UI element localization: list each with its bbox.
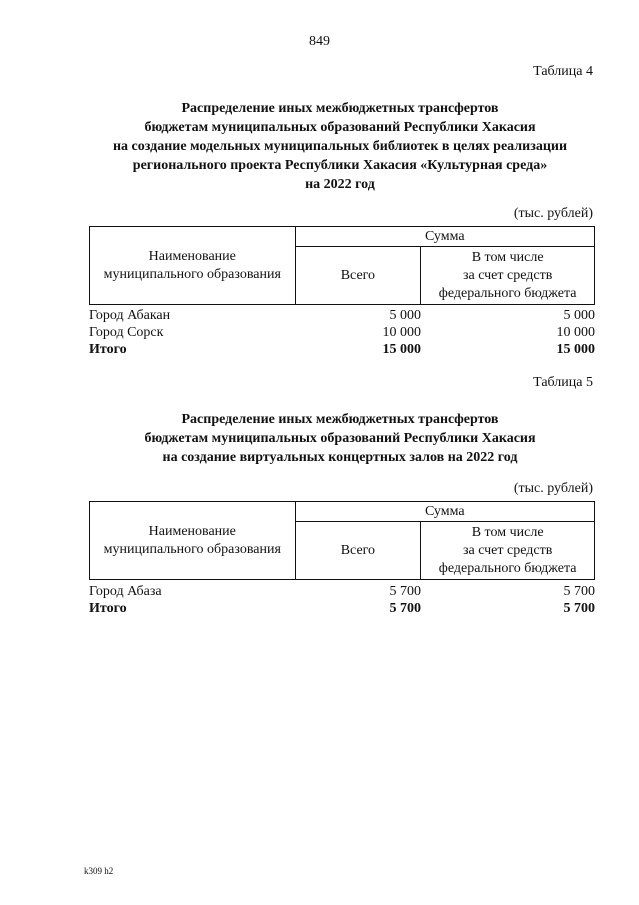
table5-units: (тыс. рублей): [513, 481, 593, 496]
row-name: Город Сорск: [89, 325, 164, 340]
column-header-total: Всего: [295, 247, 421, 305]
table4-body: [89, 307, 595, 358]
summary-row: [89, 341, 595, 358]
page-number: 849: [309, 34, 330, 49]
table5-title-line: бюджетам муниципальных образований Республики Хакасия: [144, 431, 536, 446]
column-header-sum: Сумма: [295, 227, 594, 247]
row-name: Город Абакан: [89, 308, 171, 323]
table5-body: [89, 583, 595, 617]
column-header-name: Наименование муниципального образования: [90, 502, 296, 580]
column-header-federal: В том числе за счет средств федерального бюджета: [421, 522, 595, 580]
table4-units: (тыс. рублей): [513, 206, 593, 221]
column-header-federal: В том числе за счет средств федерального бюджета: [421, 247, 595, 305]
table5-label: Таблица 5: [533, 375, 593, 390]
table4-title-line: на создание модельных муниципальных библиотек в целях реализации: [112, 139, 568, 154]
table4-title-line: на 2022 год: [305, 177, 375, 192]
row-total: 5 700: [389, 584, 421, 599]
table-row: [89, 324, 595, 341]
table4-title-line: бюджетам муниципальных образований Республики Хакасия: [144, 120, 536, 135]
column-header-name: Наименование муниципального образования: [90, 227, 296, 305]
table4-header: [89, 226, 595, 305]
row-name: Город Абаза: [89, 584, 162, 599]
column-header-sum: Сумма: [295, 502, 594, 522]
row-federal: 10 000: [556, 325, 595, 340]
table5-title-line: Распределение иных межбюджетных трансфертов: [181, 412, 499, 427]
row-federal: 5 700: [563, 584, 595, 599]
row-total: 10 000: [382, 325, 421, 340]
table-row: [89, 583, 595, 600]
table4-title: [60, 99, 620, 194]
summary-federal: 5 700: [563, 601, 595, 616]
table-row: [89, 307, 595, 324]
column-header-total: Всего: [295, 522, 421, 580]
summary-total: 15 000: [382, 342, 421, 357]
summary-total: 5 700: [389, 601, 421, 616]
summary-name: Итого: [89, 342, 127, 357]
row-total: 5 000: [389, 308, 421, 323]
summary-federal: 15 000: [556, 342, 595, 357]
table4-label: Таблица 4: [533, 64, 593, 79]
table5-header: [89, 501, 595, 580]
row-federal: 5 000: [563, 308, 595, 323]
table5-title: [60, 410, 620, 467]
footer-code: k309 h2: [84, 866, 114, 876]
summary-name: Итого: [89, 601, 127, 616]
summary-row: [89, 600, 595, 617]
table5-title-line: на создание виртуальных концертных залов на 2022 год: [162, 450, 518, 465]
table4-title-line: Распределение иных межбюджетных трансфертов: [181, 101, 499, 116]
table4-title-line: регионального проекта Республики Хакасия «Культурная среда»: [132, 158, 548, 173]
